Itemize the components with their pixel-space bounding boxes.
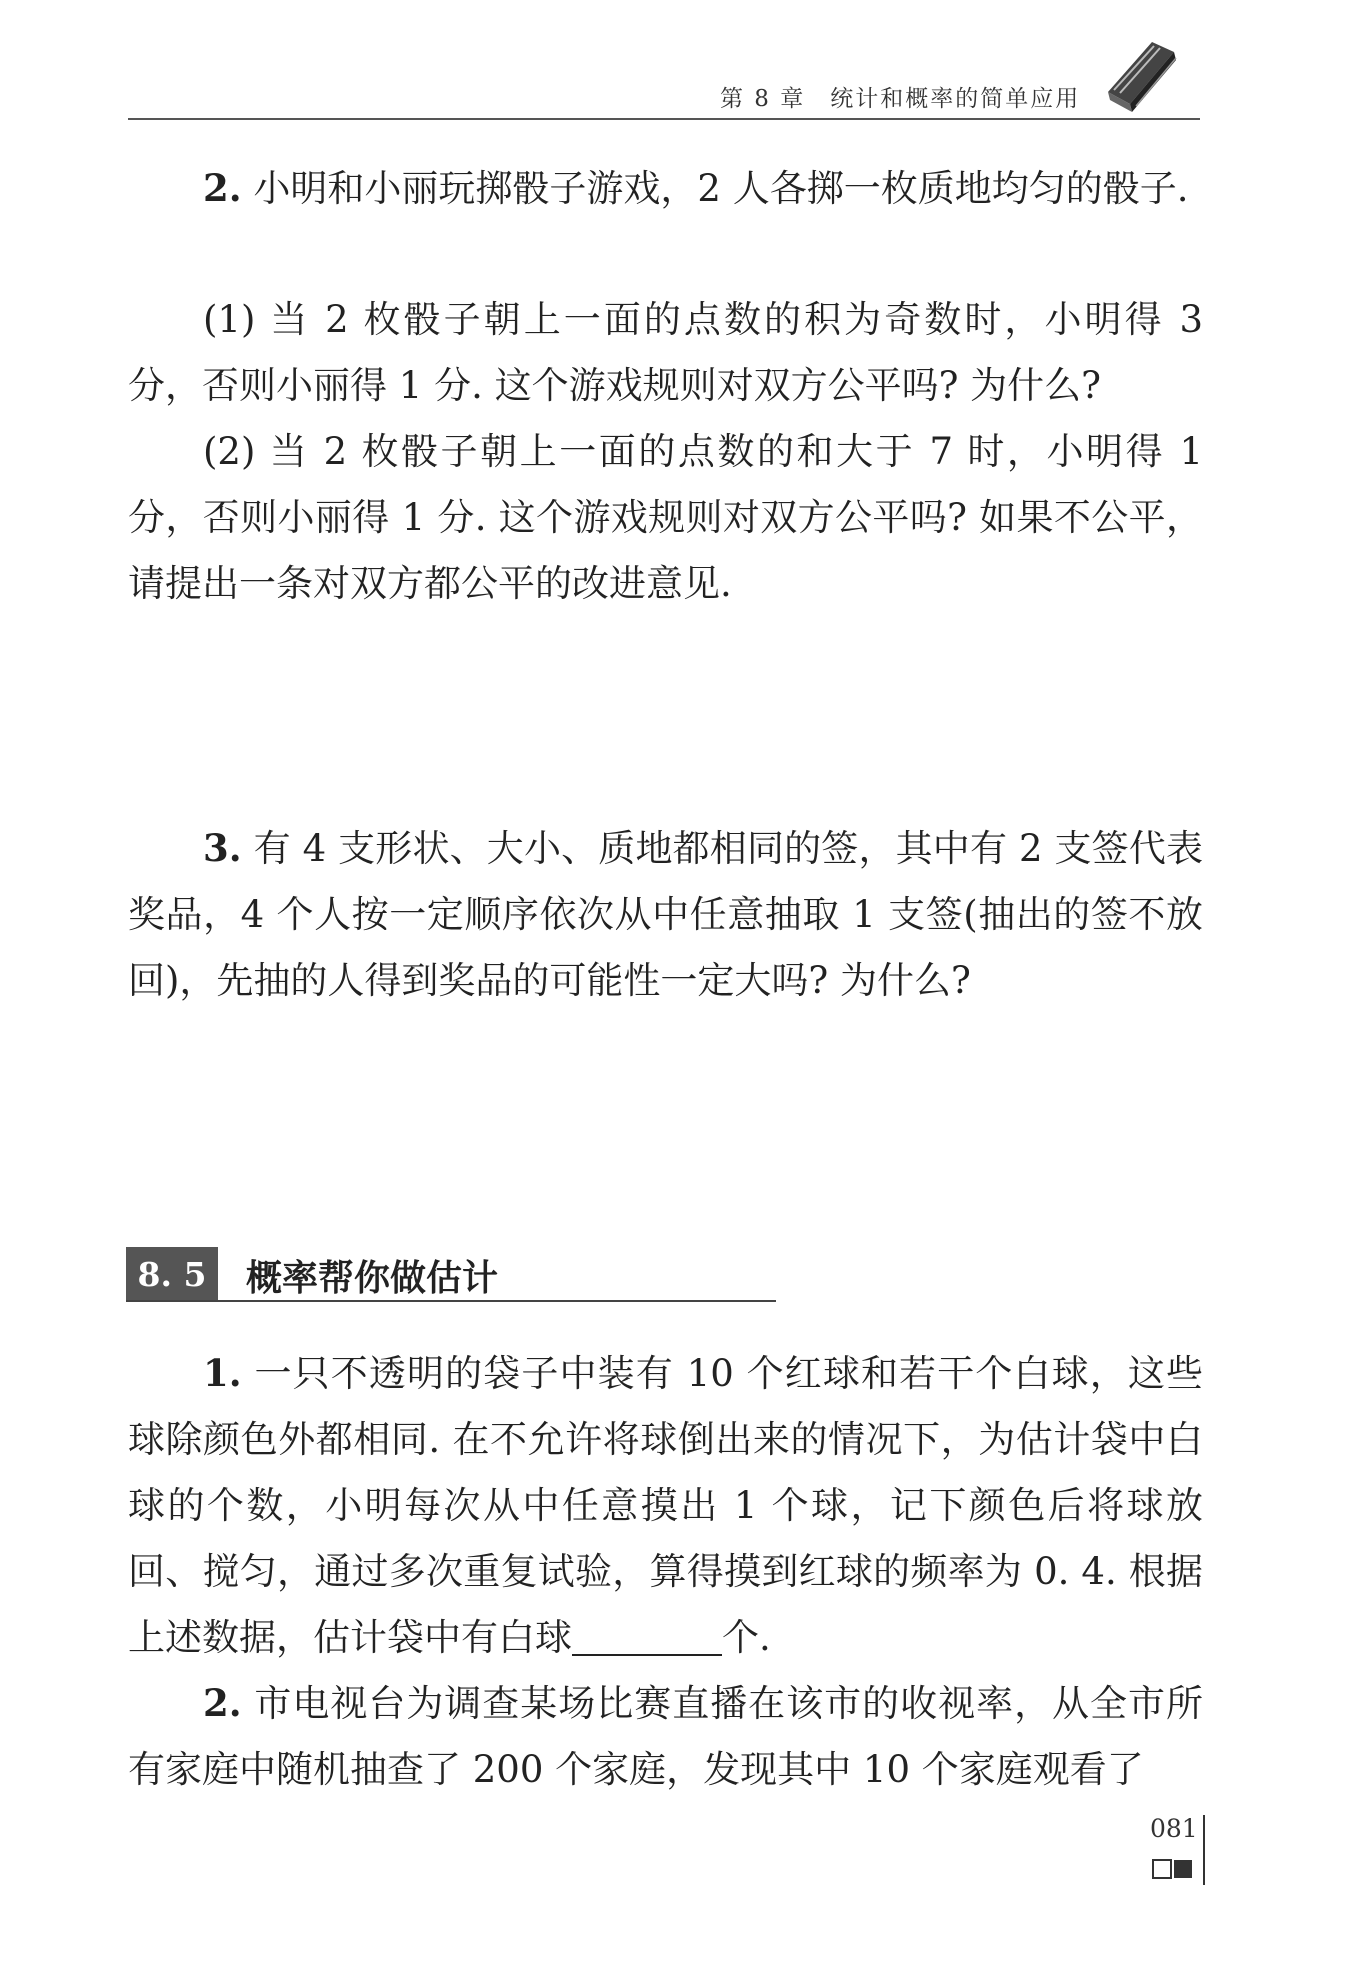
page-number-rule <box>1203 1815 1205 1885</box>
section-problem-1 <box>128 1340 1203 1671</box>
section-rule <box>126 1300 776 1302</box>
problem-2-part-1: (1) 当 2 枚骰子朝上一面的点数的积为奇数时，小明得 3 分，否则小丽得 1 分. 这个游戏规则对双方公平吗? 为什么? <box>128 298 1203 407</box>
answer-blank[interactable] <box>572 1618 722 1656</box>
problem-number: 2. <box>203 166 242 210</box>
page-number: 081 <box>1150 1814 1198 1843</box>
book-icon <box>1100 34 1180 114</box>
problem-text-end: 个. <box>722 1616 771 1659</box>
problem-text: 小明和小丽玩掷骰子游戏，2 人各掷一枚质地均匀的骰子. <box>253 167 1189 210</box>
problem-text: 市电视台为调查某场比赛直播在该市的收视率，从全市所有家庭中随机抽查了 200 个家庭，发现其中 10 个家庭观看了 <box>128 1682 1203 1791</box>
problem-number: 1. <box>203 1351 242 1395</box>
problem-number: 2. <box>203 1681 242 1725</box>
open-square-icon <box>1152 1859 1172 1879</box>
header-rule <box>128 118 1200 120</box>
problem-text: 有 4 支形状、大小、质地都相同的签，其中有 2 支签代表奖品，4 个人按一定顺序依次从中任意抽取 1 支签(抽出的签不放回)，先抽的人得到奖品的可能性一定大吗? 为什么? <box>128 827 1204 1002</box>
section-problem-2 <box>128 1670 1203 1803</box>
filled-square-icon <box>1174 1860 1192 1878</box>
problem-3 <box>128 815 1203 1014</box>
running-head: 第 8 章 统计和概率的简单应用 <box>720 86 1081 112</box>
problem-2-stem <box>128 155 1203 222</box>
section-number-badge: 8. 5 <box>126 1247 218 1301</box>
problem-2-part-2: (2) 当 2 枚骰子朝上一面的点数的和大于 7 时，小明得 1 分，否则小丽得 1 分. 这个游戏规则对双方公平吗? 如果不公平，请提出一条对双方都公平的改进意见. <box>128 430 1203 605</box>
section-title: 概率帮你做估计 <box>246 1258 499 1299</box>
footer-squares-icon <box>1152 1858 1192 1879</box>
problem-number: 3. <box>203 826 242 870</box>
problem-text: 一只不透明的袋子中装有 10 个红球和若干个白球，这些球除颜色外都相同. 在不允许将球倒出来的情况下，为估计袋中白球的个数，小明每次从中任意摸出 1 个球，记下颜色后将球放回、搅匀，通过多次重复试验，算得摸到红球的频率为 0. 4. 根据上述数据，估计袋中有白球 <box>128 1352 1203 1659</box>
